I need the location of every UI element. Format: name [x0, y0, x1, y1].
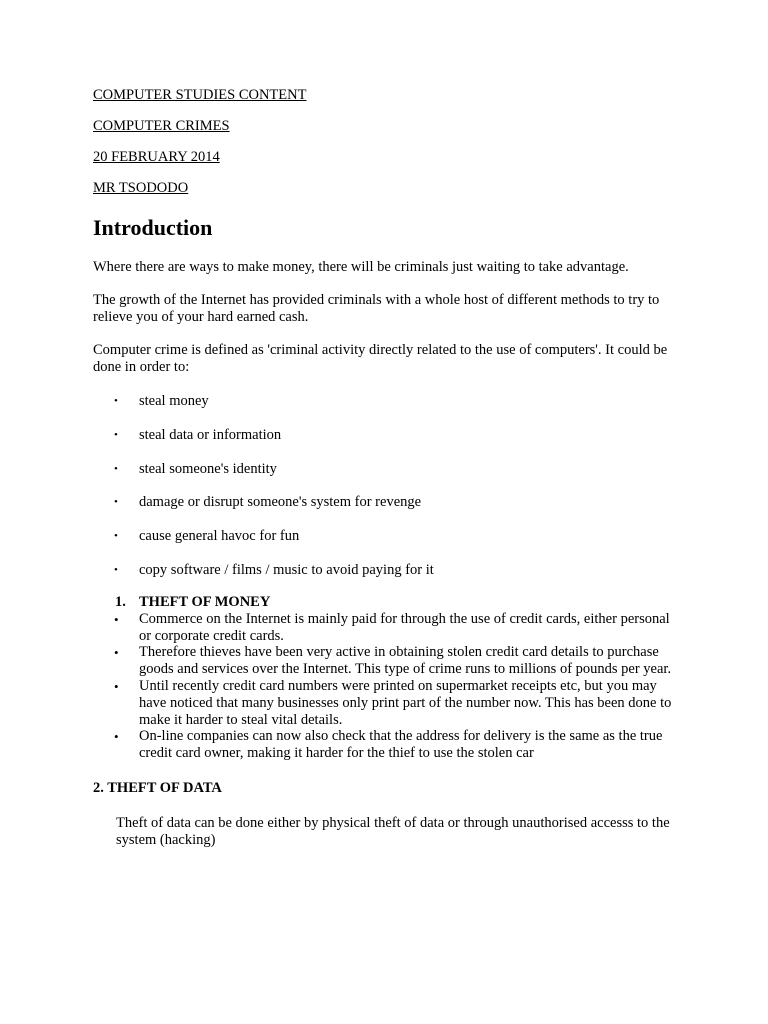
list-item-text: Until recently credit card numbers were printed on supermarket receipts etc, but you may have noticed that many businesses only print part of the number now. This has been done to make it harder to steal vital details. [139, 677, 672, 728]
list-item-text: damage or disrupt someone's system for revenge [139, 494, 422, 511]
list-item [93, 611, 683, 645]
list-item [93, 562, 683, 579]
bullet-icon: • [114, 678, 119, 694]
bullet-icon: • [114, 530, 118, 543]
list-item-text: On-line companies can now also check that the address for delivery is the same as the true credit card owner, making it harder for the thief to use the stolen car [139, 728, 663, 762]
section-heading-theft-of-money [93, 594, 683, 611]
intro-paragraph: Computer crime is defined as 'criminal activity directly related to the use of computers'. It could be done in order to: [93, 342, 668, 375]
teacher-line: MR TSODODO [93, 180, 189, 196]
subject-line: COMPUTER STUDIES CONTENT [93, 87, 307, 103]
list-item [93, 528, 683, 545]
date-line: 20 FEBRUARY 2014 [93, 149, 220, 165]
list-item-text: Therefore thieves have been very active in obtaining stolen credit card details to purchase goods and services over the Internet. This type of crime runs to millions of pounds per year. [139, 644, 672, 678]
section-title: THEFT OF MONEY [139, 593, 271, 610]
bullet-icon: • [114, 563, 118, 576]
section-number: 1. [115, 593, 126, 610]
topic-line: COMPUTER CRIMES [93, 118, 230, 134]
list-item-text: steal someone's identity [139, 460, 277, 477]
list-item [93, 728, 683, 762]
bullet-icon: • [114, 428, 118, 441]
list-item-text: steal data or information [139, 426, 282, 443]
list-item [93, 678, 683, 728]
theft-of-money-list [93, 611, 683, 762]
list-item [93, 644, 683, 678]
theft-of-data-paragraph: Theft of data can be done either by physical theft of data or through unauthorised accesss to the system (hacking) [116, 814, 670, 848]
introduction-heading: Introduction [93, 215, 213, 240]
bullet-icon: • [114, 395, 118, 407]
list-item [93, 393, 683, 410]
list-item [93, 427, 683, 444]
bullet-icon: • [114, 729, 119, 745]
list-item [93, 494, 683, 511]
list-item-text: copy software / films / music to avoid paying for it [139, 561, 434, 578]
bullet-icon: • [114, 462, 118, 475]
bullet-icon: • [114, 496, 118, 509]
section-heading-theft-of-data: 2. THEFT OF DATA [93, 779, 222, 796]
bullet-icon: • [114, 645, 119, 661]
list-item-text: steal money [139, 393, 209, 409]
intro-paragraph: The growth of the Internet has provided criminals with a whole host of different methods to try to relieve you of your hard earned cash. [93, 292, 660, 325]
crime-reasons-list [93, 393, 683, 579]
intro-paragraph: Where there are ways to make money, there will be criminals just waiting to take advantage. [93, 259, 629, 275]
list-item-text: cause general havoc for fun [139, 528, 300, 545]
list-item-text: Commerce on the Internet is mainly paid for through the use of credit cards, either personal or corporate credit cards. [139, 610, 670, 644]
document-page [93, 87, 683, 849]
list-item [93, 461, 683, 478]
bullet-icon: • [114, 611, 119, 627]
